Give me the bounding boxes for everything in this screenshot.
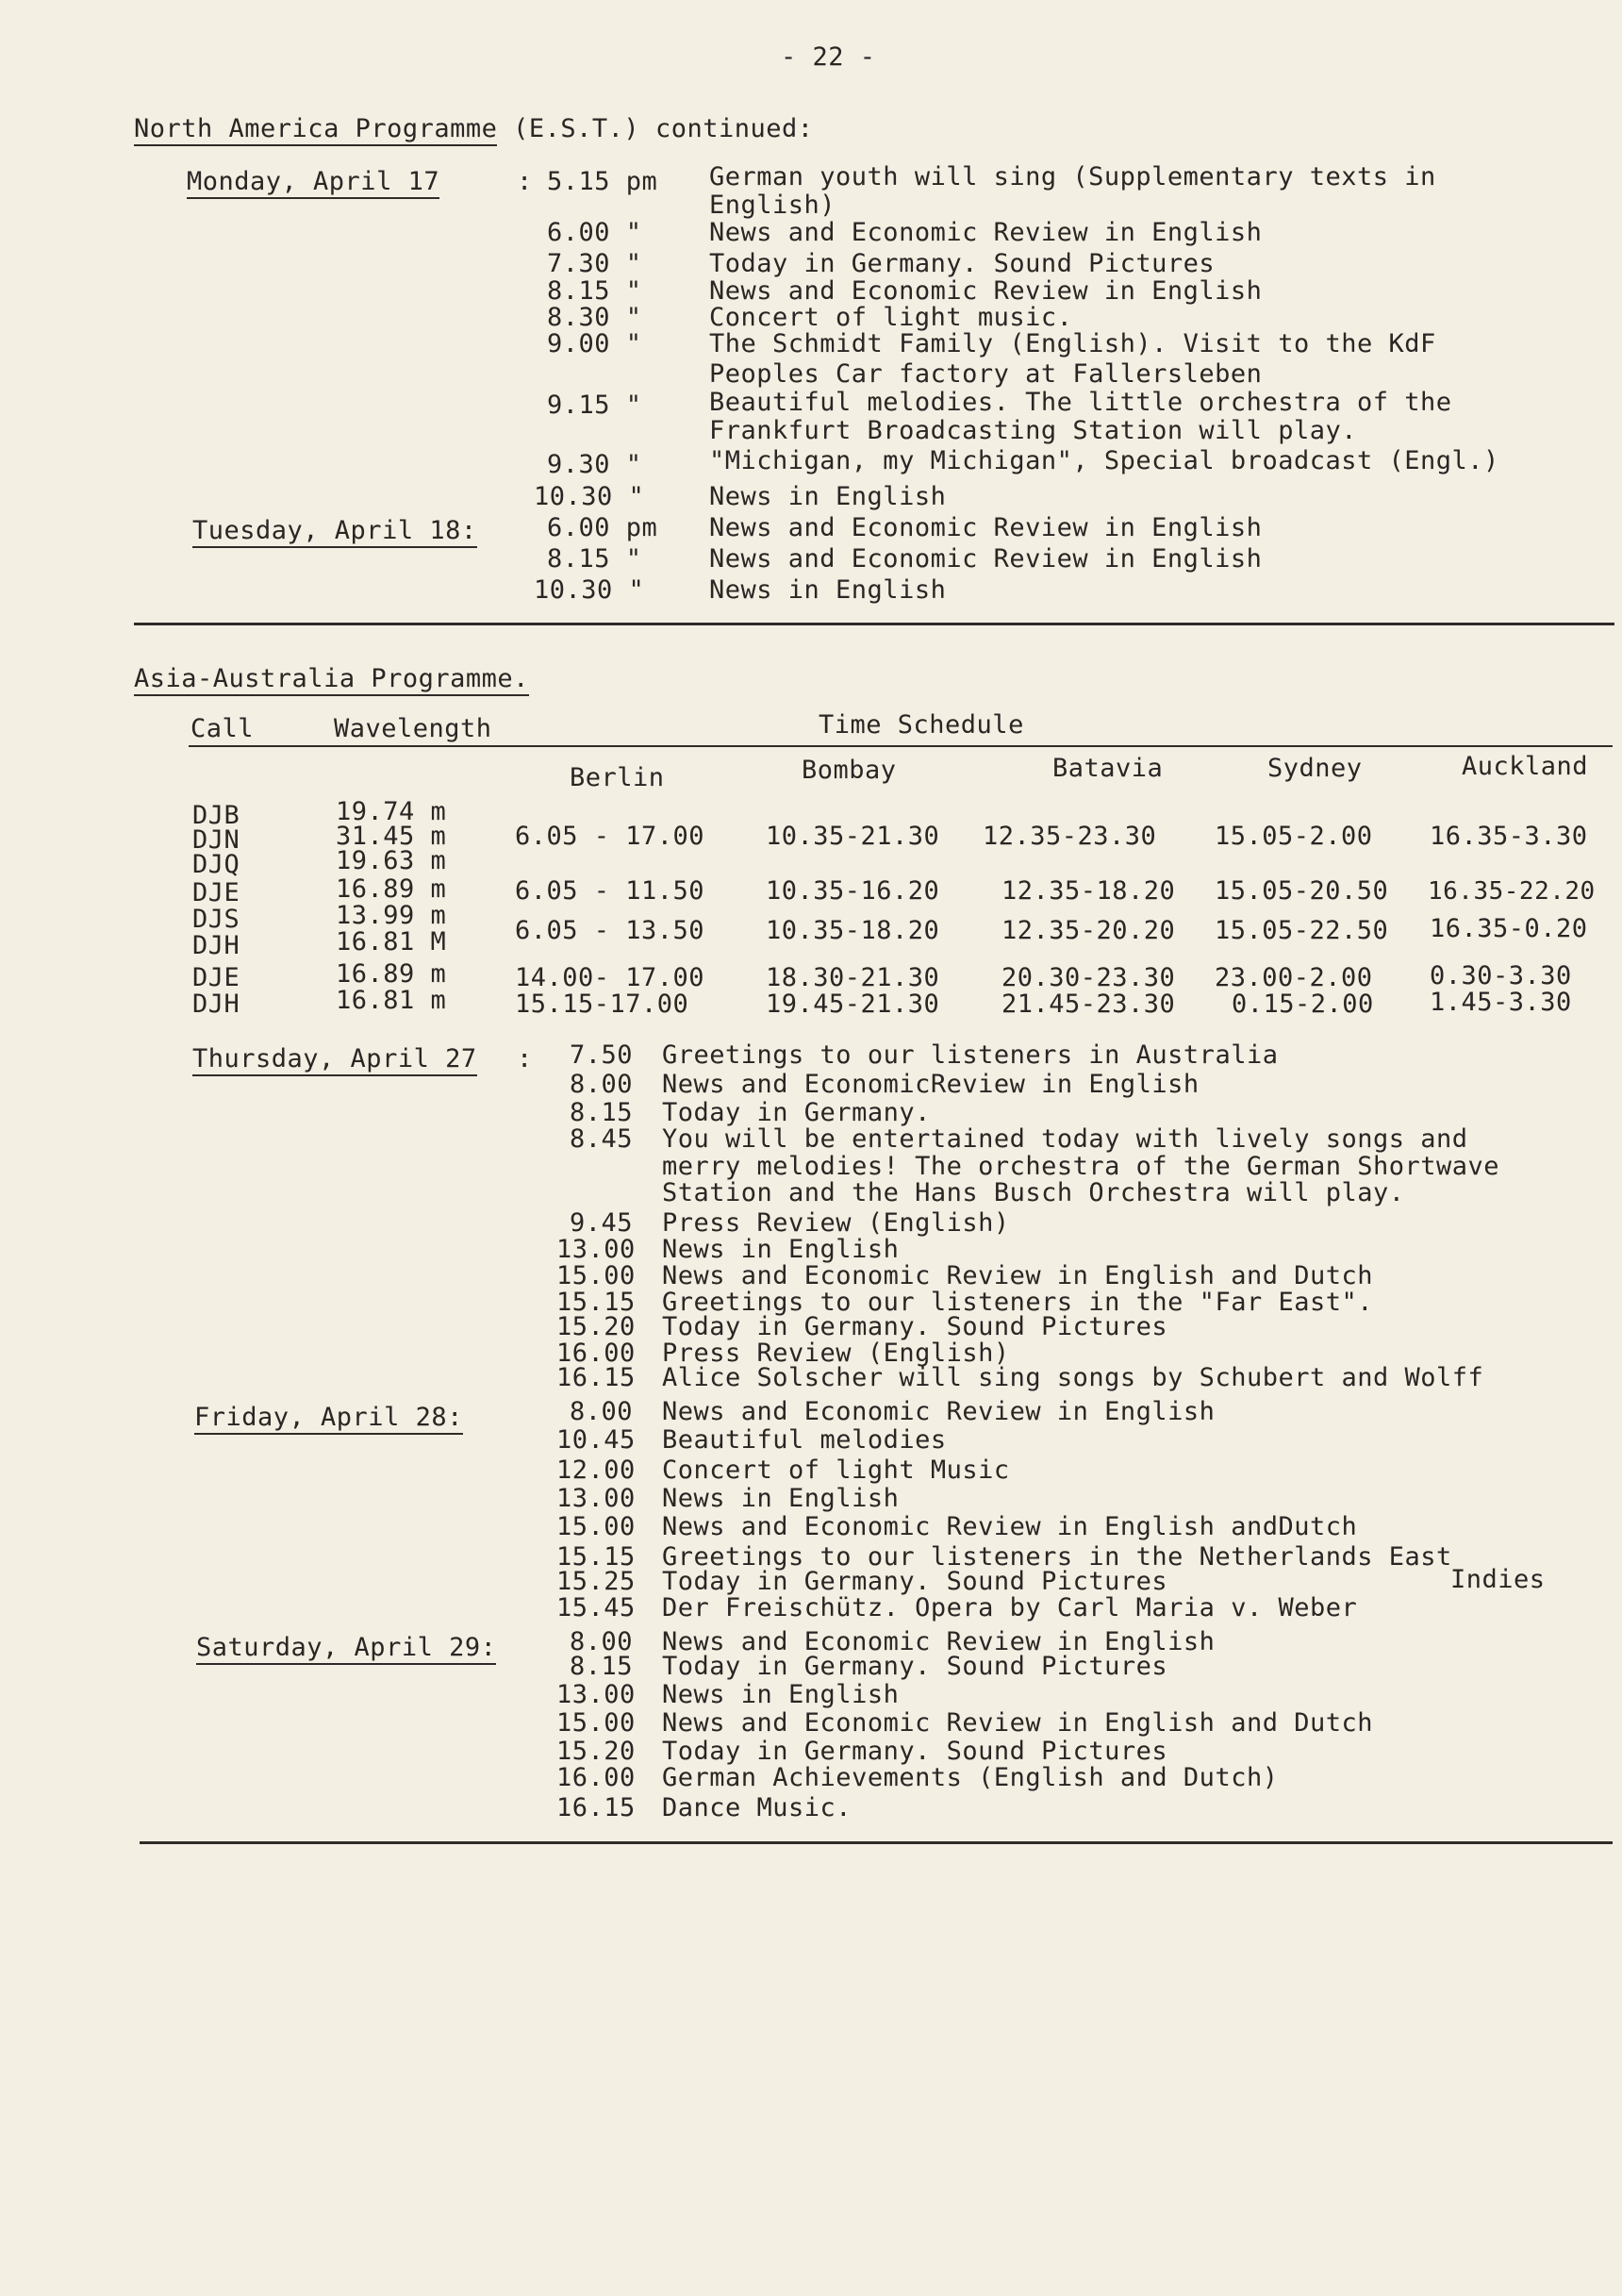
time: 7.50	[570, 1040, 634, 1070]
time: 16.00	[556, 1339, 636, 1368]
programme-text: Greetings to our listeners in Australia	[662, 1040, 1279, 1070]
auckland-time: 16.35-0.20	[1430, 914, 1588, 943]
programme-text: Today in Germany. Sound Pictures	[662, 1737, 1168, 1766]
time: 8.00	[570, 1397, 634, 1426]
programme-text: Today in Germany. Sound Pictures	[662, 1652, 1168, 1681]
station-wavelength: 16.89 m	[336, 959, 447, 989]
programme-text: News in English	[709, 482, 947, 511]
time: 9.00 "	[547, 329, 642, 358]
column-header-berlin: Berlin	[570, 763, 665, 792]
programme-text: Concert of light Music	[662, 1456, 1010, 1485]
station-wavelength: 19.63 m	[336, 846, 447, 875]
day-heading-thursday: Thursday, April 27	[192, 1045, 477, 1076]
time: 15.00	[556, 1708, 636, 1738]
column-header-time-schedule: Time Schedule	[819, 710, 1024, 740]
time: 8.15 "	[547, 276, 642, 306]
programme-text: Today in Germany. Sound Pictures	[662, 1312, 1168, 1341]
station-call: DJQ	[192, 850, 240, 879]
time: 13.00	[556, 1484, 636, 1513]
programme-text: German Achievements (English and Dutch)	[662, 1763, 1279, 1792]
station-wavelength: 31.45 m	[336, 822, 447, 851]
section-title: North America Programme	[134, 114, 497, 146]
time: 8.00	[570, 1627, 634, 1656]
berlin-time: 6.05 - 11.50	[515, 876, 705, 906]
programme-text: News and Economic Review in English	[662, 1397, 1216, 1426]
section-heading-north-america	[134, 115, 814, 143]
programme-text: Der Freischütz. Opera by Carl Maria v. Weber	[662, 1593, 1358, 1622]
day-heading-friday: Friday, April 28:	[194, 1404, 463, 1435]
time: 15.25	[556, 1567, 636, 1596]
batavia-time: 12.35-23.30	[983, 822, 1157, 851]
time: 10.30 "	[534, 575, 645, 605]
station-wavelength: 13.99 m	[336, 901, 447, 930]
time: 16.15	[556, 1793, 636, 1822]
programme-text: Dance Music.	[662, 1793, 852, 1822]
station-call: DJS	[192, 905, 240, 934]
bottom-divider	[140, 1841, 1613, 1844]
station-call: DJE	[192, 963, 240, 992]
programme-text-cont: Station and the Hans Busch Orchestra will play.	[662, 1178, 1405, 1207]
bombay-time: 19.45-21.30	[766, 990, 940, 1019]
programme-text: "Michigan, my Michigan", Special broadcast (Engl.)	[709, 446, 1499, 475]
column-header-auckland: Auckland	[1462, 752, 1589, 781]
header-rule	[189, 745, 1613, 747]
time: 8.45	[570, 1124, 634, 1154]
column-header-sydney: Sydney	[1267, 754, 1363, 783]
berlin-time: 14.00- 17.00	[515, 963, 705, 992]
day-colon: :	[517, 1044, 533, 1073]
programme-text: News and Economic Review in English	[709, 513, 1263, 542]
time: 8.15	[570, 1652, 634, 1681]
station-call: DJN	[192, 825, 240, 855]
bombay-time: 10.35-18.20	[766, 916, 940, 945]
programme-text: News and Economic Review in English and Dutch	[662, 1261, 1373, 1290]
station-call: DJB	[192, 801, 240, 830]
programme-text-cont: English)	[709, 191, 836, 220]
programme-text: News in English	[662, 1484, 900, 1513]
time: 8.15 "	[547, 544, 642, 574]
programme-text: News in English	[662, 1235, 900, 1264]
programme-text: News and Economic Review in English	[662, 1627, 1216, 1656]
time: 5.15 pm	[547, 167, 658, 196]
time: 10.45	[556, 1425, 636, 1455]
time: 9.30 "	[547, 450, 642, 479]
sydney-time: 15.05-2.00	[1215, 822, 1373, 851]
day-colon: :	[517, 167, 533, 196]
time: 9.45	[570, 1208, 634, 1238]
column-header-batavia: Batavia	[1052, 754, 1164, 783]
programme-text: News in English	[709, 575, 947, 605]
auckland-time: 16.35-3.30	[1430, 822, 1588, 851]
column-header-bombay: Bombay	[802, 756, 897, 785]
day-heading-monday: Monday, April 17	[187, 168, 439, 199]
programme-text: News and Economic Review in English andDutch	[662, 1512, 1358, 1541]
programme-text-cont: Indies	[1450, 1565, 1546, 1594]
time: 16.15	[556, 1363, 636, 1392]
batavia-time: 21.45-23.30	[1001, 990, 1176, 1019]
time: 15.20	[556, 1737, 636, 1766]
column-header-call: Call	[190, 714, 255, 743]
programme-text-cont: Peoples Car factory at Fallersleben	[709, 359, 1263, 389]
time: 15.00	[556, 1261, 636, 1290]
programme-text-cont: merry melodies! The orchestra of the German Shortwave	[662, 1152, 1500, 1181]
time: 15.15	[556, 1288, 636, 1317]
sydney-time: 15.05-22.50	[1215, 916, 1389, 945]
programme-text: Today in Germany. Sound Pictures	[709, 249, 1216, 278]
time: 8.30 "	[547, 303, 642, 332]
programme-text: News and Economic Review in English and Dutch	[662, 1708, 1373, 1738]
programme-text: News in English	[662, 1680, 900, 1709]
programme-text: Today in Germany.	[662, 1098, 931, 1127]
time: 15.20	[556, 1312, 636, 1341]
auckland-time: 0.30-3.30	[1430, 961, 1572, 990]
programme-text: The Schmidt Family (English). Visit to the KdF	[709, 329, 1436, 358]
programme-text: You will be entertained today with lively songs and	[662, 1124, 1468, 1154]
programme-text: Beautiful melodies. The little orchestra of the	[709, 388, 1452, 417]
bombay-time: 10.35-16.20	[766, 876, 940, 906]
station-wavelength: 19.74 m	[336, 797, 447, 826]
station-call: DJE	[192, 878, 240, 907]
programme-text-cont: Frankfurt Broadcasting Station will play.	[709, 416, 1357, 445]
programme-text: Today in Germany. Sound Pictures	[662, 1567, 1168, 1596]
programme-text: Press Review (English)	[662, 1339, 1010, 1368]
bombay-time: 18.30-21.30	[766, 963, 940, 992]
batavia-time: 12.35-20.20	[1001, 916, 1176, 945]
programme-text: News and Economic Review in English	[709, 218, 1263, 247]
time: 8.15	[570, 1098, 634, 1127]
station-wavelength: 16.89 m	[336, 874, 447, 904]
programme-text: Beautiful melodies	[662, 1425, 947, 1455]
station-call: DJH	[192, 990, 240, 1019]
bombay-time: 10.35-21.30	[766, 822, 940, 851]
sydney-time: 23.00-2.00	[1215, 963, 1373, 992]
berlin-time: 6.05 - 13.50	[515, 916, 705, 945]
time: 8.00	[570, 1070, 634, 1099]
station-wavelength: 16.81 M	[336, 927, 447, 957]
time: 15.15	[556, 1542, 636, 1572]
day-heading-tuesday: Tuesday, April 18:	[192, 517, 477, 548]
programme-text: German youth will sing (Supplementary texts in	[709, 162, 1436, 191]
page-number: - 22 -	[781, 42, 876, 72]
day-heading-saturday: Saturday, April 29:	[196, 1634, 496, 1665]
berlin-time: 6.05 - 17.00	[515, 822, 705, 851]
time: 6.00 pm	[547, 513, 658, 542]
batavia-time: 20.30-23.30	[1001, 963, 1176, 992]
time: 9.15 "	[547, 391, 642, 420]
programme-text: Greetings to our listeners in the "Far East".	[662, 1288, 1373, 1317]
batavia-time: 12.35-18.20	[1001, 876, 1176, 906]
time: 15.00	[556, 1512, 636, 1541]
sydney-time: 0.15-2.00	[1232, 990, 1374, 1019]
section-heading-asia-australia: Asia-Australia Programme.	[134, 665, 529, 696]
time: 13.00	[556, 1235, 636, 1264]
time: 15.45	[556, 1593, 636, 1622]
programme-text: Greetings to our listeners in the Netherlands East	[662, 1542, 1452, 1572]
programme-text: News and EconomicReview in English	[662, 1070, 1200, 1099]
sydney-time: 15.05-20.50	[1215, 876, 1389, 906]
berlin-time: 15.15-17.00	[515, 990, 689, 1019]
time: 7.30 "	[547, 249, 642, 278]
column-header-wavelength: Wavelength	[334, 714, 492, 743]
section-divider	[134, 623, 1614, 625]
time: 6.00 "	[547, 218, 642, 247]
time: 16.00	[556, 1763, 636, 1792]
section-title-suffix: (E.S.T.) continued:	[513, 114, 814, 143]
station-wavelength: 16.81 m	[336, 986, 447, 1015]
programme-text: Alice Solscher will sing songs by Schubert and Wolff	[662, 1363, 1484, 1392]
programme-text: Concert of light music.	[709, 303, 1073, 332]
programme-text: News and Economic Review in English	[709, 276, 1263, 306]
time: 10.30 "	[534, 482, 645, 511]
programme-text: News and Economic Review in English	[709, 544, 1263, 574]
time: 12.00	[556, 1456, 636, 1485]
programme-text: Press Review (English)	[662, 1208, 1010, 1238]
time: 13.00	[556, 1680, 636, 1709]
station-call: DJH	[192, 931, 240, 960]
auckland-time: 1.45-3.30	[1430, 988, 1572, 1017]
auckland-time: 16.35-22.20	[1428, 877, 1596, 906]
